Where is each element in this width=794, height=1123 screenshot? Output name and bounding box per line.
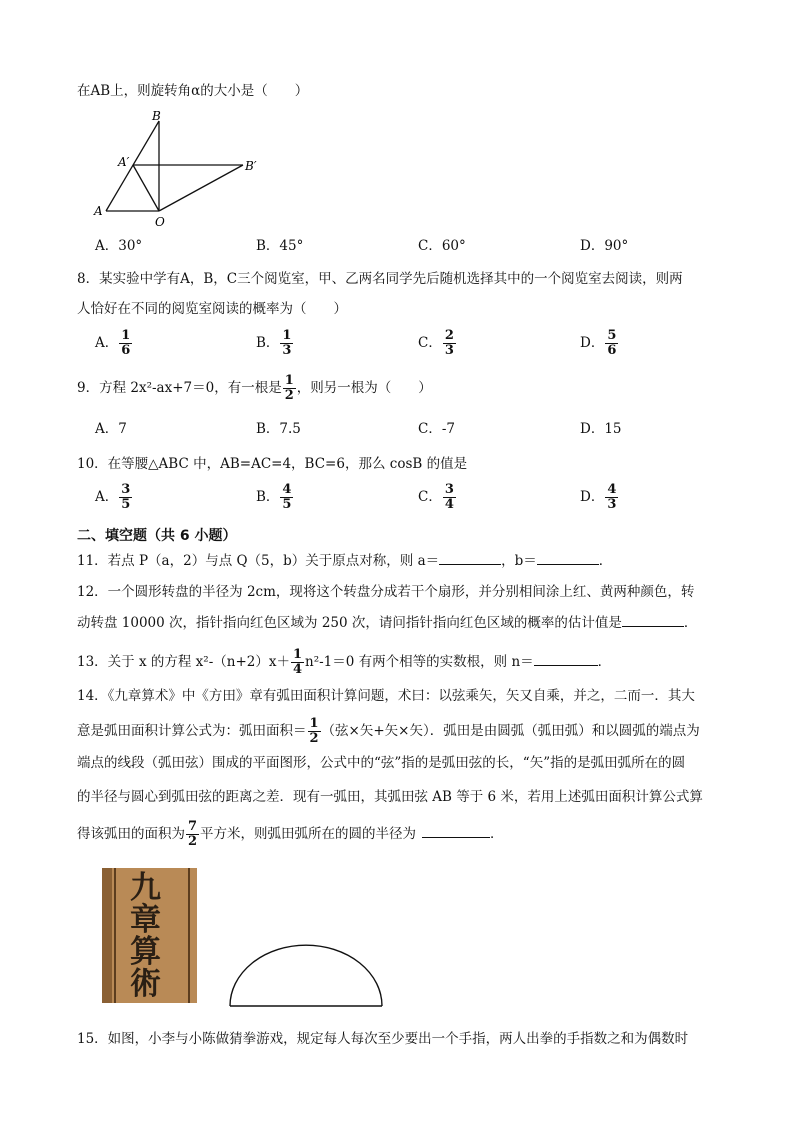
fraction xyxy=(280,329,293,358)
q9-option-c: C．-7 xyxy=(418,421,455,437)
option-letter: A． xyxy=(95,489,119,505)
label-b-prime: B′ xyxy=(245,159,257,173)
numerator: 2 xyxy=(444,328,454,343)
q12-text: 动转盘 10000 次，指针指向红色区域为 250 次，请问指针指向红色区域的概率的估计值是 xyxy=(77,615,622,631)
denominator: 4 xyxy=(292,662,303,677)
denominator: 6 xyxy=(607,343,617,358)
label-a-prime: A′ xyxy=(118,155,130,169)
q14-text-post: （弦×矢+矢×矢）．弧田是由圆弧（弧田弧）和以圆弧的端点为 xyxy=(321,723,700,739)
q10-option-d xyxy=(580,483,619,512)
q13-text-pre: 13．关于 x 的方程 x²-（n+2）x＋ xyxy=(77,654,290,670)
q10-option-c xyxy=(418,483,457,512)
option-letter: D． xyxy=(580,489,605,505)
q9-stem xyxy=(77,374,432,403)
numerator: 5 xyxy=(607,328,617,343)
q7-stem: 在AB上，则旋转角α的大小是（ ） xyxy=(77,83,309,99)
q13-stem xyxy=(77,648,611,677)
numerator: 7 xyxy=(188,819,198,834)
q15-line1: 15．如图，小李与小陈做猜拳游戏，规定每人每次至少要出一个手指，两人出拳的手指数之和为偶数时 xyxy=(77,1031,689,1047)
denominator: 6 xyxy=(121,343,131,358)
q11-text-mid: ，b＝ xyxy=(501,553,537,569)
fraction xyxy=(280,483,293,512)
label-o: O xyxy=(155,215,165,229)
q9-option-a: A．7 xyxy=(95,421,127,437)
q14-text-end: ． xyxy=(490,826,504,842)
numerator: 4 xyxy=(282,482,292,497)
q14-text-pre: 意是弧田面积计算公式为：弧田面积＝ xyxy=(77,723,307,739)
fraction xyxy=(291,648,304,677)
denominator: 5 xyxy=(121,497,131,512)
answer-blank[interactable] xyxy=(422,823,490,838)
option-letter: D． xyxy=(580,335,605,351)
q10-stem: 10．在等腰△ABC 中，AB=AC=4，BC=6，那么 cosB 的值是 xyxy=(77,456,468,472)
numerator: 1 xyxy=(282,328,292,343)
q8-option-b xyxy=(256,329,294,358)
option-letter: B． xyxy=(256,489,280,505)
numerator: 1 xyxy=(309,716,319,731)
q8-line1: 8．某实验中学有A，B，C三个阅览室，甲、乙两名同学先后随机选择其中的一个阅览室去阅读，则两 xyxy=(77,271,683,287)
fraction xyxy=(308,717,321,746)
answer-blank-a[interactable] xyxy=(439,550,501,565)
denominator: 2 xyxy=(188,834,198,849)
q11-text-pre: 11．若点 P（a，2）与点 Q（5，b）关于原点对称，则 a＝ xyxy=(77,553,440,569)
label-b: B xyxy=(152,109,161,123)
q9-option-b: B．7.5 xyxy=(256,421,301,437)
q14-line5 xyxy=(77,820,504,849)
option-letter: A． xyxy=(95,335,119,351)
q12-line2 xyxy=(77,612,697,633)
answer-blank[interactable] xyxy=(534,651,598,666)
book-title: 九章算術 xyxy=(130,870,161,1002)
segment-a-prime-o xyxy=(133,165,159,211)
denominator: 3 xyxy=(444,343,454,358)
option-letter: C． xyxy=(418,335,442,351)
answer-blank-b[interactable] xyxy=(537,550,599,565)
q14-text-pre: 得该弧田的面积为 xyxy=(77,826,185,842)
q14-text-post: 平方米，则弧田弧所在的圆的半径为 xyxy=(200,826,417,842)
q8-option-c xyxy=(418,329,457,358)
q14-line1: 14．《九章算术》中《方田》章有弧田面积计算问题，术曰：以弦乘矢，矢又自乘，并之，二而一．其大 xyxy=(77,688,695,704)
fraction xyxy=(186,820,199,849)
q12-line1: 12．一个圆形转盘的半径为 2cm，现将这个转盘分成若干个扇形，并分别相间涂上红、黄两种颜色，转 xyxy=(77,584,695,600)
book-border-line xyxy=(114,868,116,1003)
q11-stem xyxy=(77,550,612,571)
numerator: 3 xyxy=(444,482,454,497)
q9-text-post: ，则另一根为（ ） xyxy=(296,380,432,396)
fraction xyxy=(119,329,132,358)
q13-text-end: ． xyxy=(597,654,612,670)
numerator: 3 xyxy=(121,482,131,497)
book-spine-edge xyxy=(102,868,112,1003)
answer-blank[interactable] xyxy=(622,612,684,627)
numerator: 4 xyxy=(607,482,617,497)
denominator: 3 xyxy=(282,343,292,358)
fraction xyxy=(119,483,132,512)
denominator: 2 xyxy=(309,731,319,746)
book-cover-image xyxy=(102,868,197,1003)
q9-text-pre: 9．方程 2x²-ax+7＝0，有一根是 xyxy=(77,380,282,396)
q12-text-post: ． xyxy=(683,615,698,631)
denominator: 3 xyxy=(607,497,617,512)
q7-option-a: A．30° xyxy=(95,238,143,254)
q7-figure xyxy=(88,107,288,232)
option-letter: B． xyxy=(256,335,280,351)
section-heading: 二、填空题（共 6 小题） xyxy=(77,528,237,544)
q8-option-d xyxy=(580,329,619,358)
segment-b-prime-o xyxy=(159,165,243,211)
fraction xyxy=(443,329,456,358)
q9-option-d: D．15 xyxy=(580,421,622,437)
book-border-line xyxy=(188,868,190,1003)
arc-field-figure xyxy=(222,940,392,1010)
q14-line3: 端点的线段（弧田弦）围成的平面图形，公式中的“弦”指的是弧田弦的长，“矢”指的是弧田弧所在的圆 xyxy=(77,755,686,771)
denominator: 4 xyxy=(444,497,454,512)
q7-option-c: C．60° xyxy=(418,238,466,254)
q13-text-post: n²-1＝0 有两个相等的实数根，则 n＝ xyxy=(305,654,534,670)
numerator: 1 xyxy=(284,373,294,388)
arc-path xyxy=(230,945,382,1006)
q7-option-d: D．90° xyxy=(580,238,629,254)
numerator: 1 xyxy=(121,328,131,343)
q8-option-a xyxy=(95,329,133,358)
q14-line2 xyxy=(77,717,700,746)
fraction xyxy=(443,483,456,512)
q10-option-a xyxy=(95,483,133,512)
option-letter: C． xyxy=(418,489,442,505)
fraction xyxy=(605,329,618,358)
label-a: A xyxy=(94,204,103,218)
numerator: 1 xyxy=(292,647,303,662)
q8-line2: 人恰好在不同的阅览室阅读的概率为（ ） xyxy=(77,301,347,317)
q11-text-post: ． xyxy=(598,553,613,569)
q7-option-b: B．45° xyxy=(256,238,304,254)
q14-line4: 的半径与圆心到弧田弦的距离之差．现有一弧田，其弧田弦 AB 等于 6 米，若用上述弧田面积计算公式算 xyxy=(77,789,703,805)
denominator: 2 xyxy=(284,388,294,403)
fraction xyxy=(605,483,618,512)
q10-option-b xyxy=(256,483,294,512)
denominator: 5 xyxy=(282,497,292,512)
fraction xyxy=(283,374,296,403)
